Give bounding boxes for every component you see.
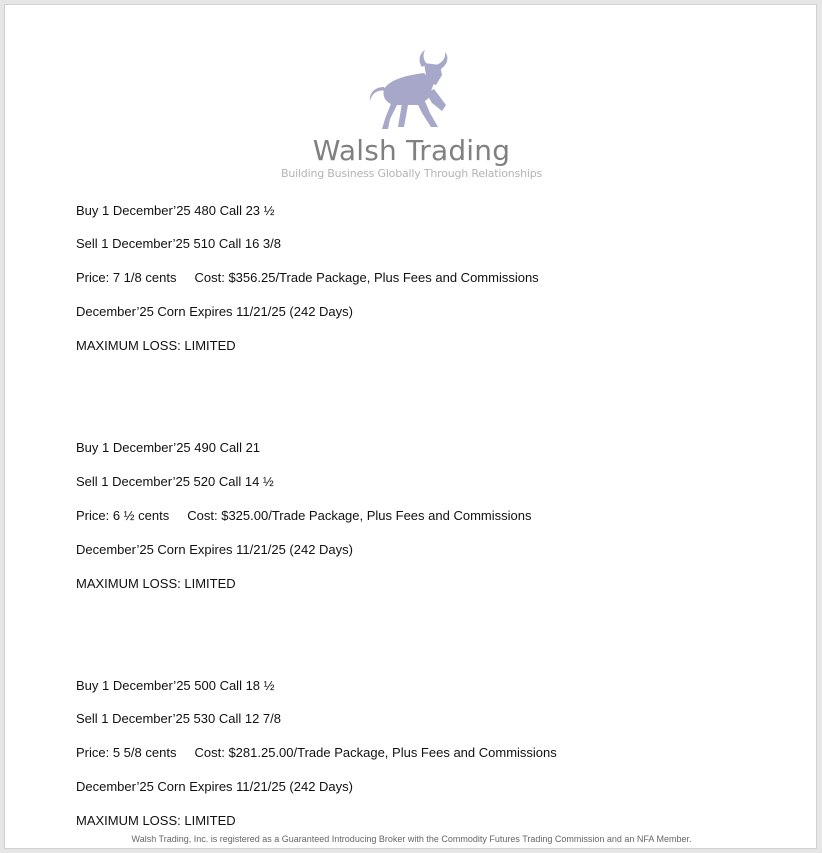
trade-3-price: Price: 5 5/8 cents Cost: $281.25.00/Trade Package, Plus Fees and Commissions <box>76 745 557 760</box>
trade-2-buy: Buy 1 December’25 490 Call 21 <box>76 440 261 455</box>
trade-1-max-loss: MAXIMUM LOSS: LIMITED <box>76 338 236 353</box>
regulatory-footer: Walsh Trading, Inc. is registered as a Guaranteed Introducing Broker with the Commodity Futures Trading Commission and an NFA Member. <box>131 834 692 844</box>
trade-2-price: Price: 6 ½ cents Cost: $325.00/Trade Package, Plus Fees and Commissions <box>76 508 532 523</box>
document-page <box>4 4 817 849</box>
trade-2-expiry: December’25 Corn Expires 11/21/25 (242 Days) <box>76 542 353 557</box>
trade-3-max-loss: MAXIMUM LOSS: LIMITED <box>76 813 236 828</box>
brand-tagline: Building Business Globally Through Relationships <box>280 167 543 180</box>
trade-2-sell: Sell 1 December’25 520 Call 14 ½ <box>76 474 274 489</box>
trade-1-expiry: December’25 Corn Expires 11/21/25 (242 Days) <box>76 304 353 319</box>
trade-1-sell: Sell 1 December’25 510 Call 16 3/8 <box>76 236 281 251</box>
brand-name: Walsh Trading <box>312 134 511 167</box>
trade-3-expiry: December’25 Corn Expires 11/21/25 (242 Days) <box>76 779 353 794</box>
trade-2-max-loss: MAXIMUM LOSS: LIMITED <box>76 576 236 591</box>
trade-1-buy: Buy 1 December’25 480 Call 23 ½ <box>76 203 275 218</box>
trade-3-sell: Sell 1 December’25 530 Call 12 7/8 <box>76 711 281 726</box>
trade-3-buy: Buy 1 December’25 500 Call 18 ½ <box>76 678 275 693</box>
bull-icon <box>364 49 460 131</box>
trade-1-price: Price: 7 1/8 cents Cost: $356.25/Trade Package, Plus Fees and Commissions <box>76 270 539 285</box>
company-logo <box>5 49 817 180</box>
